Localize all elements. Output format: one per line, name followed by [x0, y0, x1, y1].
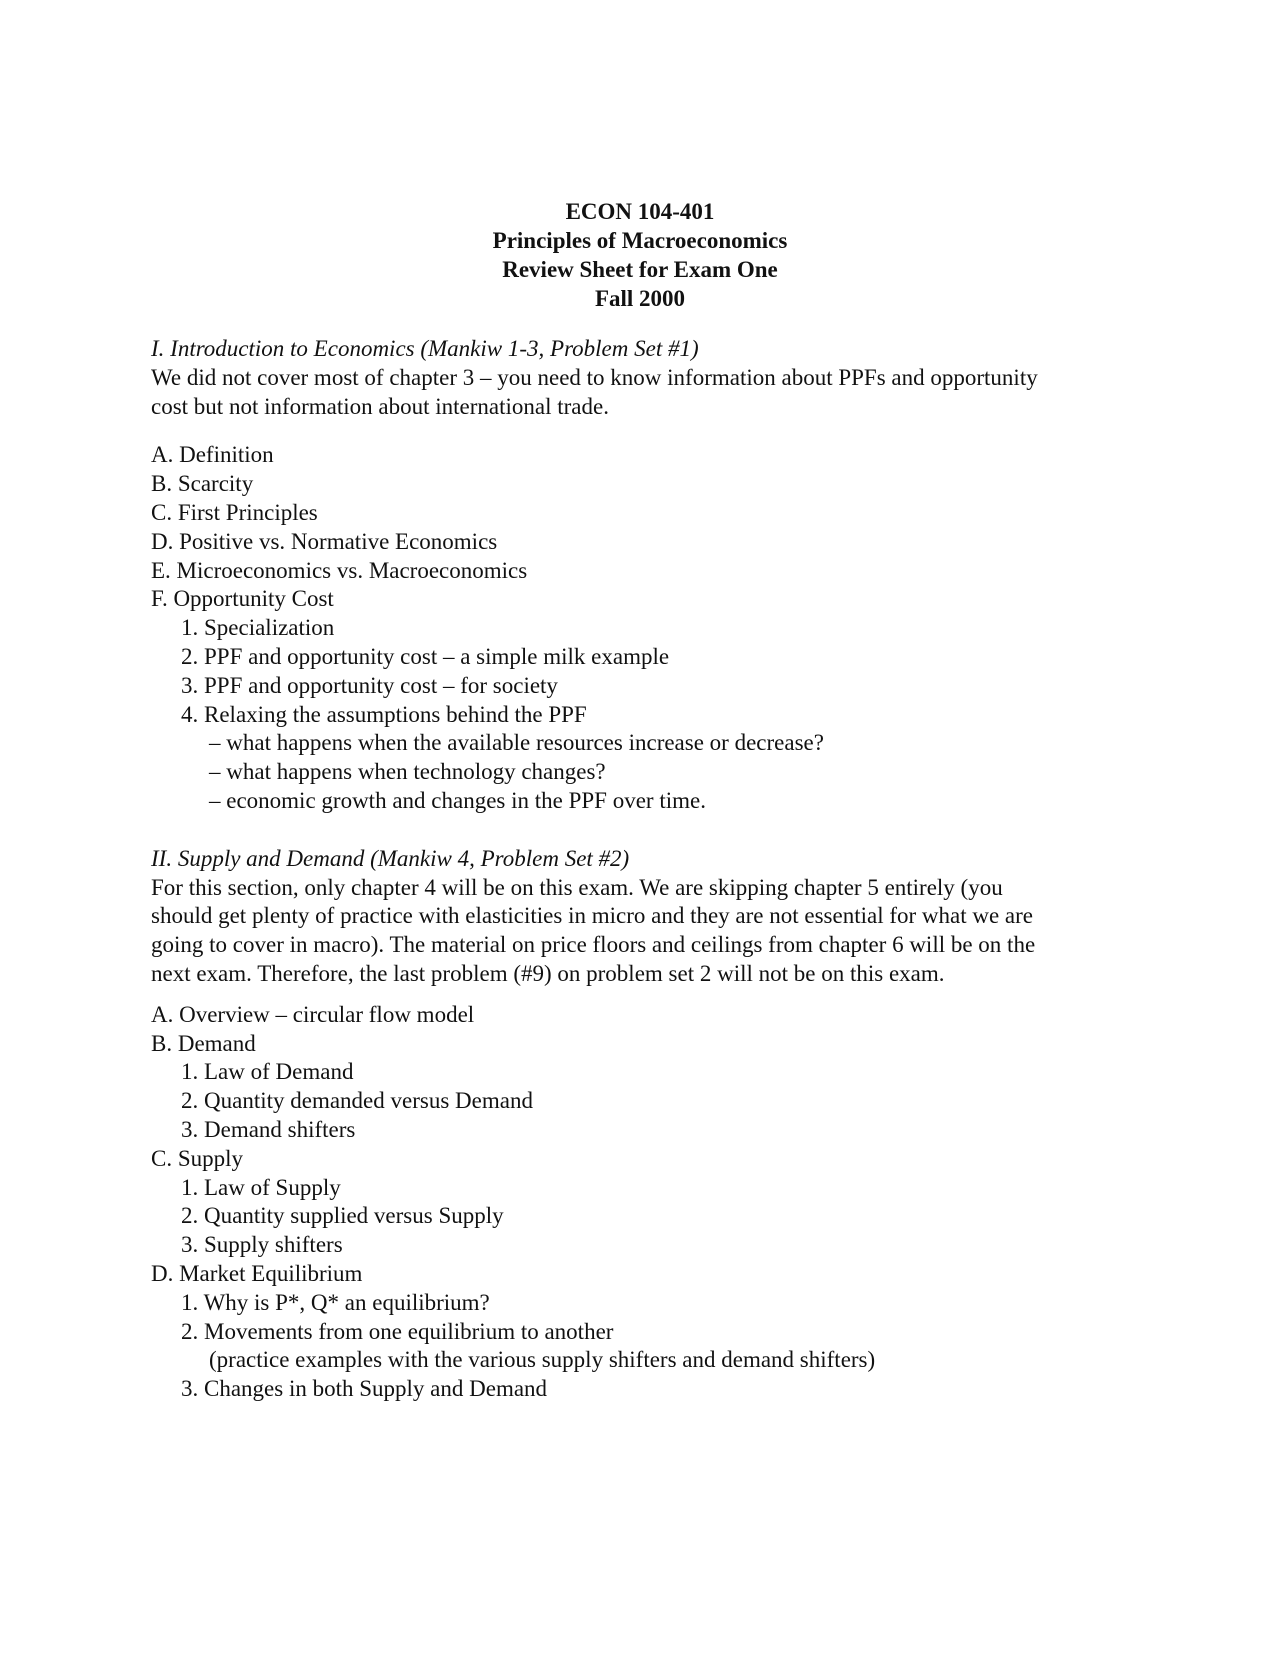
section-2-heading: II. Supply and Demand (Mankiw 4, Problem Set #2)	[151, 845, 630, 871]
list-item: C. Supply	[151, 1145, 244, 1171]
sub-list-item: 2. PPF and opportunity cost – a simple milk example	[181, 643, 670, 669]
sub-list-item: 3. PPF and opportunity cost – for society	[181, 672, 558, 698]
list-item: D. Market Equilibrium	[151, 1260, 363, 1286]
list-item: B. Demand	[151, 1030, 256, 1056]
course-code: ECON 104-401	[565, 199, 715, 224]
list-item: D. Positive vs. Normative Economics	[151, 528, 498, 554]
sub-list-item: 3. Changes in both Supply and Demand	[181, 1376, 548, 1402]
section-2-list	[151, 1001, 1151, 1404]
sub-list-item: 1. Specialization	[181, 615, 335, 641]
section-2-intro-line: should get plenty of practice with elasticities in micro and they are not essential for what we are	[151, 903, 1034, 929]
sub-list-item: 1. Law of Demand	[181, 1059, 354, 1085]
sub-sub-list-item: – what happens when the available resources increase or decrease?	[209, 730, 824, 756]
sub-list-item: 1. Why is P*, Q* an equilibrium?	[181, 1289, 490, 1315]
list-item: A. Overview – circular flow model	[151, 1001, 475, 1027]
section-1-list	[151, 441, 1151, 815]
sub-list-item: 3. Supply shifters	[181, 1232, 343, 1258]
sub-sub-list-item: – what happens when technology changes?	[209, 759, 606, 785]
section-2-intro-line: going to cover in macro). The material on price floors and ceilings from chapter 6 will be on the	[151, 932, 1036, 958]
section-1-intro-line: cost but not information about international trade.	[151, 393, 609, 419]
document-title-block	[0, 197, 1280, 313]
sub-list-item: 2. Quantity demanded versus Demand	[181, 1088, 533, 1114]
course-title: Principles of Macroeconomics	[492, 228, 788, 253]
section-1-intro-line: We did not cover most of chapter 3 – you need to know information about PPFs and opportunity	[151, 364, 1038, 390]
list-item: C. First Principles	[151, 499, 318, 525]
sub-sub-list-item: – economic growth and changes in the PPF over time.	[209, 787, 706, 813]
document-body	[151, 335, 1151, 1404]
sub-list-item: 2. Quantity supplied versus Supply	[181, 1203, 504, 1229]
section-1-heading: I. Introduction to Economics (Mankiw 1-3, Problem Set #1)	[151, 336, 699, 361]
section-2-intro-line: For this section, only chapter 4 will be on this exam. We are skipping chapter 5 entirely (you	[151, 874, 1003, 900]
sub-list-item: 4. Relaxing the assumptions behind the PPF	[181, 701, 587, 727]
sub-list-note: (practice examples with the various supply shifters and demand shifters)	[209, 1347, 876, 1373]
list-item: E. Microeconomics vs. Macroeconomics	[151, 557, 528, 583]
section-2-intro-line: next exam. Therefore, the last problem (#9) on problem set 2 will not be on this exam.	[151, 960, 945, 986]
sub-list-item: 3. Demand shifters	[181, 1116, 356, 1142]
sub-list-item: 2. Movements from one equilibrium to another	[181, 1318, 614, 1344]
list-item: A. Definition	[151, 442, 274, 468]
term: Fall 2000	[594, 286, 686, 311]
list-item: F. Opportunity Cost	[151, 586, 334, 612]
sheet-title: Review Sheet for Exam One	[502, 257, 778, 282]
list-item: B. Scarcity	[151, 471, 254, 497]
sub-list-item: 1. Law of Supply	[181, 1174, 341, 1200]
